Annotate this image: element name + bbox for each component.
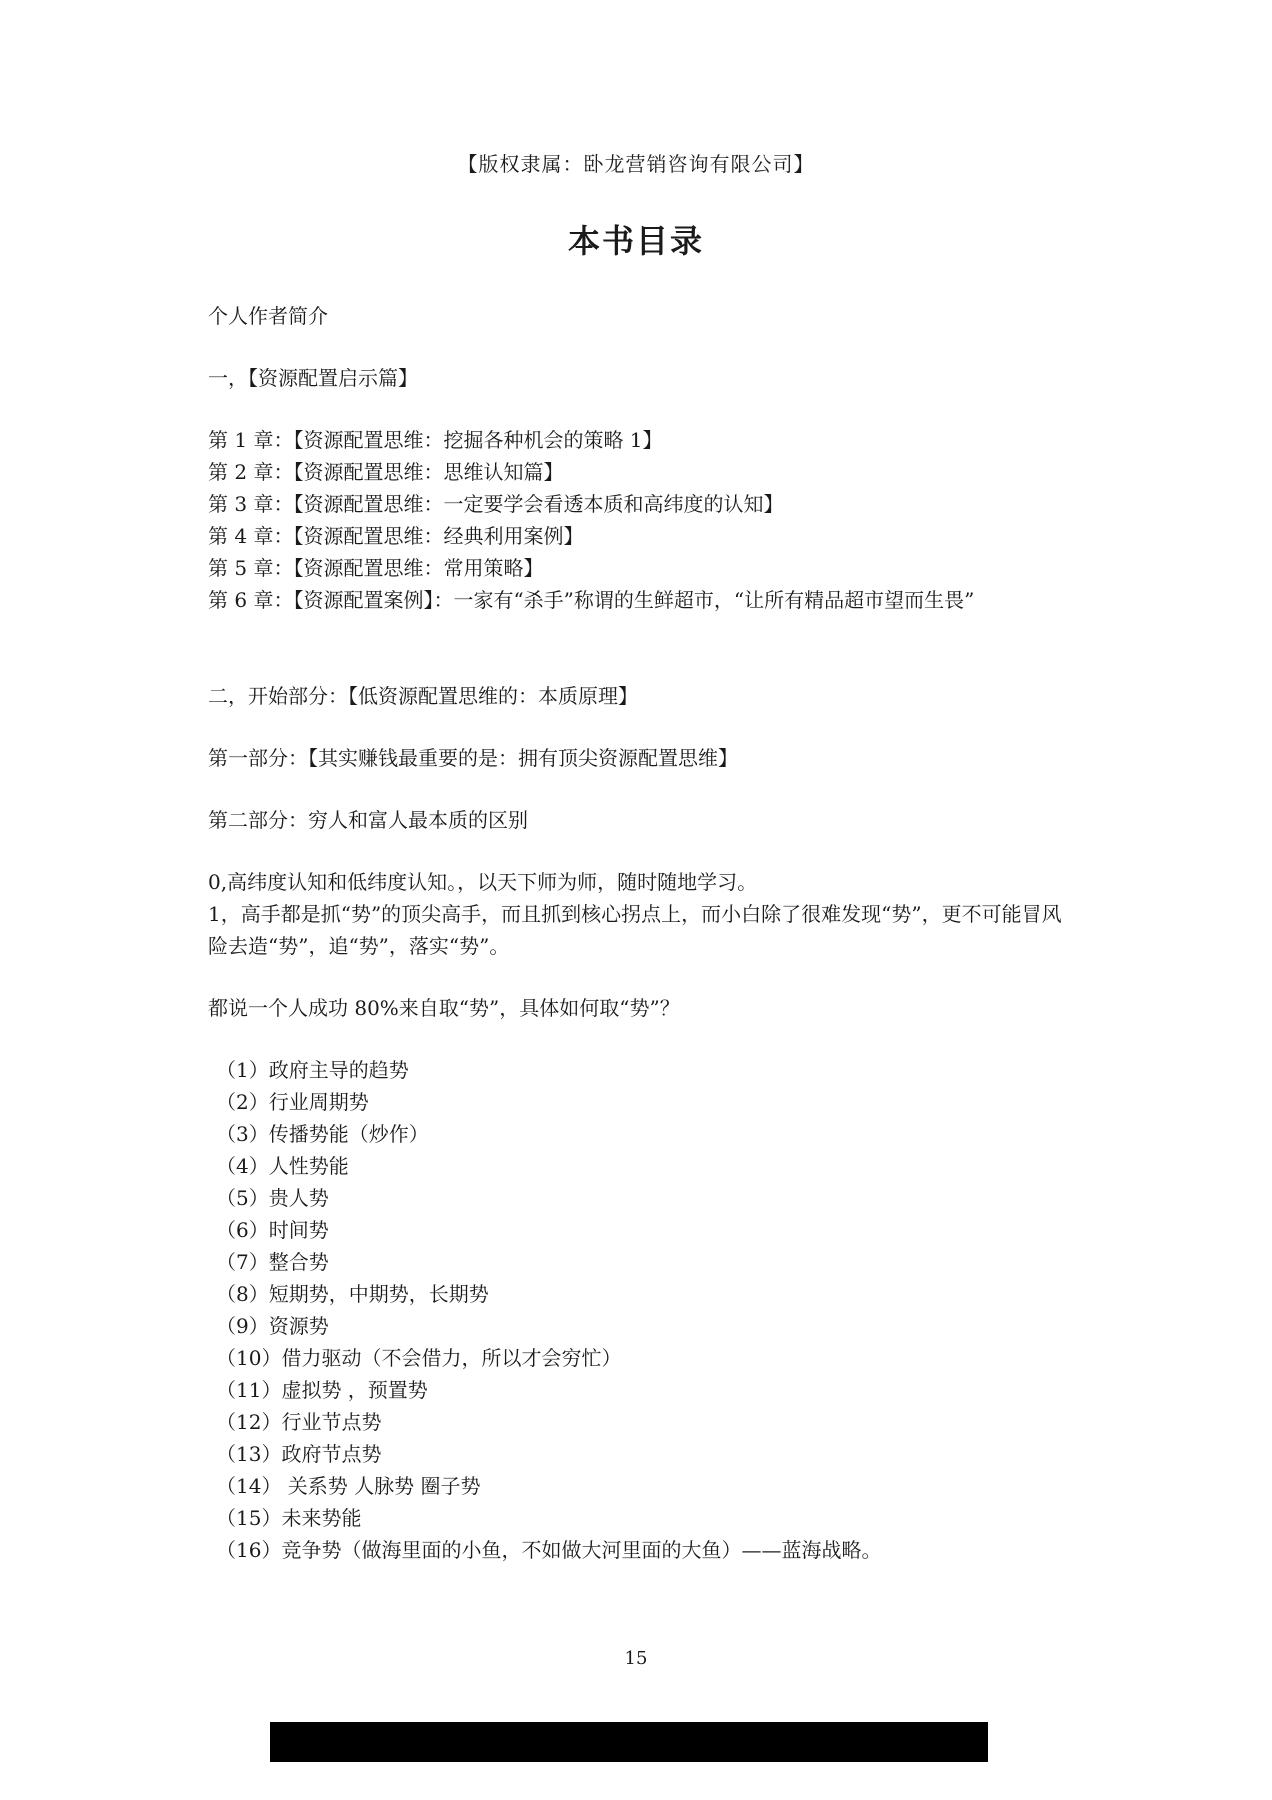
question-text: 都说一个人成功 80%来自取“势”，具体如何取“势”？ [208,996,680,1020]
list-item: （4）人性势能 [216,1154,349,1178]
chapter-item: 第 2 章：【资源配置思维：思维认知篇】 [208,460,564,484]
chapter-item: 第 3 章：【资源配置思维：一定要学会看透本质和高纬度的认知】 [208,492,784,516]
chapter-item: 第 4 章：【资源配置思维：经典利用案例】 [208,524,584,548]
list-item: （7）整合势 [216,1250,329,1274]
list-item: （11）虚拟势 ，预置势 [216,1378,428,1402]
copyright-notice: 【版权隶属：卧龙营销咨询有限公司】 [457,152,815,176]
section-two-heading: 二，开始部分：【低资源配置思维的：本质原理】 [208,684,638,708]
section-one-heading: 一，【资源配置启示篇】 [208,366,418,390]
page-title: 本书目录 [567,222,704,260]
list-item: （14） 关系势 人脉势 圈子势 [216,1474,481,1498]
list-item: （13）政府节点势 [216,1442,382,1466]
redaction-bar [270,1722,988,1762]
list-item: （16）竞争势（做海里面的小鱼，不如做大河里面的大鱼）——蓝海战略。 [216,1538,882,1562]
chapter-list [208,424,1068,616]
page-number: 15 [624,1648,648,1669]
part-one-heading: 第一部分：【其实赚钱最重要的是：拥有顶尖资源配置思维】 [208,746,738,770]
author-intro-heading: 个人作者简介 [208,304,328,328]
toc-content [208,300,1068,1566]
chapter-item: 第 5 章：【资源配置思维：常用策略】 [208,556,544,580]
list-item: （5）贵人势 [216,1186,329,1210]
momentum-list [208,1054,1068,1566]
list-item: （6）时间势 [216,1218,329,1242]
list-item: （12）行业节点势 [216,1410,382,1434]
point-zero: 0,高纬度认知和低纬度认知。，以天下师为师，随时随地学习。 [208,870,758,894]
list-item: （15）未来势能 [216,1506,362,1530]
chapter-item: 第 6 章：【资源配置案例】：一家有“杀手”称谓的生鲜超市，“让所有精品超市望而生畏” [208,588,975,612]
list-item: （10）借力驱动（不会借力，所以才会穷忙） [216,1346,622,1370]
list-item: （8）短期势，中期势，长期势 [216,1282,489,1306]
list-item: （3）传播势能（炒作） [216,1122,429,1146]
list-item: （2）行业周期势 [216,1090,369,1114]
part-two-heading: 第二部分：穷人和富人最本质的区别 [208,808,528,832]
list-item: （9）资源势 [216,1314,329,1338]
point-one: 1，高手都是抓“势”的顶尖高手，而且抓到核心拐点上，而小白除了很难发现“势”，更不可能冒风险去造“势”，追“势”，落实“势”。 [208,902,1062,958]
list-item: （1）政府主导的趋势 [216,1058,409,1082]
chapter-item: 第 1 章：【资源配置思维：挖掘各种机会的策略 1】 [208,428,663,452]
